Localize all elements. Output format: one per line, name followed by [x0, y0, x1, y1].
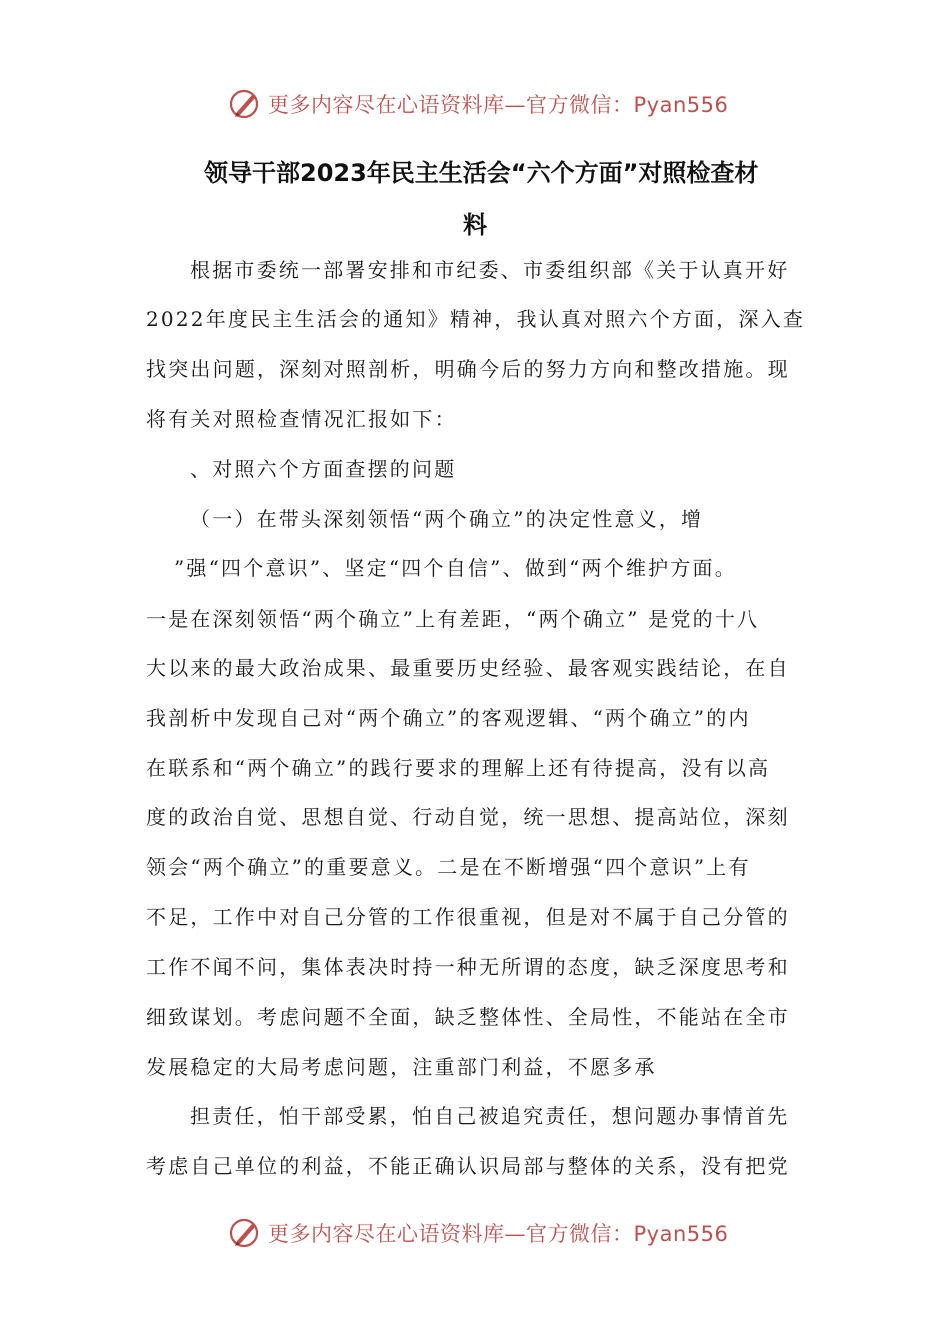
body-line: 找突出问题，深刻对照剖析，明确今后的努力方向和整改措施。现	[146, 357, 790, 381]
body-line: 工作不闻不问，集体表决时持一种无所谓的态度，缺乏深度思考和	[146, 955, 790, 979]
body-line: 在联系和“两个确立”的践行要求的理解上还有待提高，没有以高	[146, 756, 771, 780]
document-title-line-1: 领导干部2023年民主生活会“六个方面”对照检查材	[204, 159, 759, 187]
body-line: 担责任，怕干部受累，怕自己被追究责任，想问题办事情首先	[190, 1104, 790, 1128]
watermark-header	[228, 84, 728, 124]
pen-logo-icon	[228, 87, 262, 121]
section-heading: 、对照六个方面查摆的问题	[190, 457, 457, 481]
body-line: 我剖析中发现自己对“两个确立”的客观逻辑、“两个确立”的内	[146, 706, 751, 730]
document-title-line-2: 料	[463, 211, 487, 239]
body-line: ”强“四个意识”、坚定“四个自信”、做到“两个维护方面。	[174, 556, 737, 580]
body-line: 将有关对照检查情况汇报如下：	[146, 407, 457, 431]
pen-logo-icon	[228, 1216, 262, 1250]
watermark-text: 更多内容尽在心语资料库—官方微信：Pyan556	[268, 93, 729, 117]
watermark-text: 更多内容尽在心语资料库—官方微信：Pyan556	[268, 1222, 729, 1246]
body-line: 一是在深刻领悟“两个确立”上有差距，“两个确立” 是党的十八	[146, 607, 760, 631]
body-line: 大以来的最大政治成果、最重要历史经验、最客观实践结论，在自	[146, 656, 790, 680]
body-line: 发展稳定的大局考虑问题，注重部门利益，不愿多承	[146, 1055, 657, 1079]
body-line: 不足，工作中对自己分管的工作很重视，但是对不属于自己分管的	[146, 905, 790, 929]
body-line: 2022年度民主生活会的通知》精神，我认真对照六个方面，深入查	[146, 307, 806, 331]
subsection-heading: （一）在带头深刻领悟“两个确立”的决定性意义，增	[190, 507, 704, 531]
body-line: 领会“两个确立”的重要意义。二是在不断增强“四个意识”上有	[146, 855, 751, 879]
body-line: 考虑自己单位的利益，不能正确认识局部与整体的关系，没有把党	[146, 1154, 790, 1178]
body-line: 根据市委统一部署安排和市纪委、市委组织部《关于认真开好	[190, 258, 790, 282]
watermark-footer	[228, 1213, 728, 1253]
body-line: 细致谋划。考虑问题不全面，缺乏整体性、全局性，不能站在全市	[146, 1005, 790, 1029]
body-line: 度的政治自觉、思想自觉、行动自觉，统一思想、提高站位，深刻	[146, 805, 790, 829]
